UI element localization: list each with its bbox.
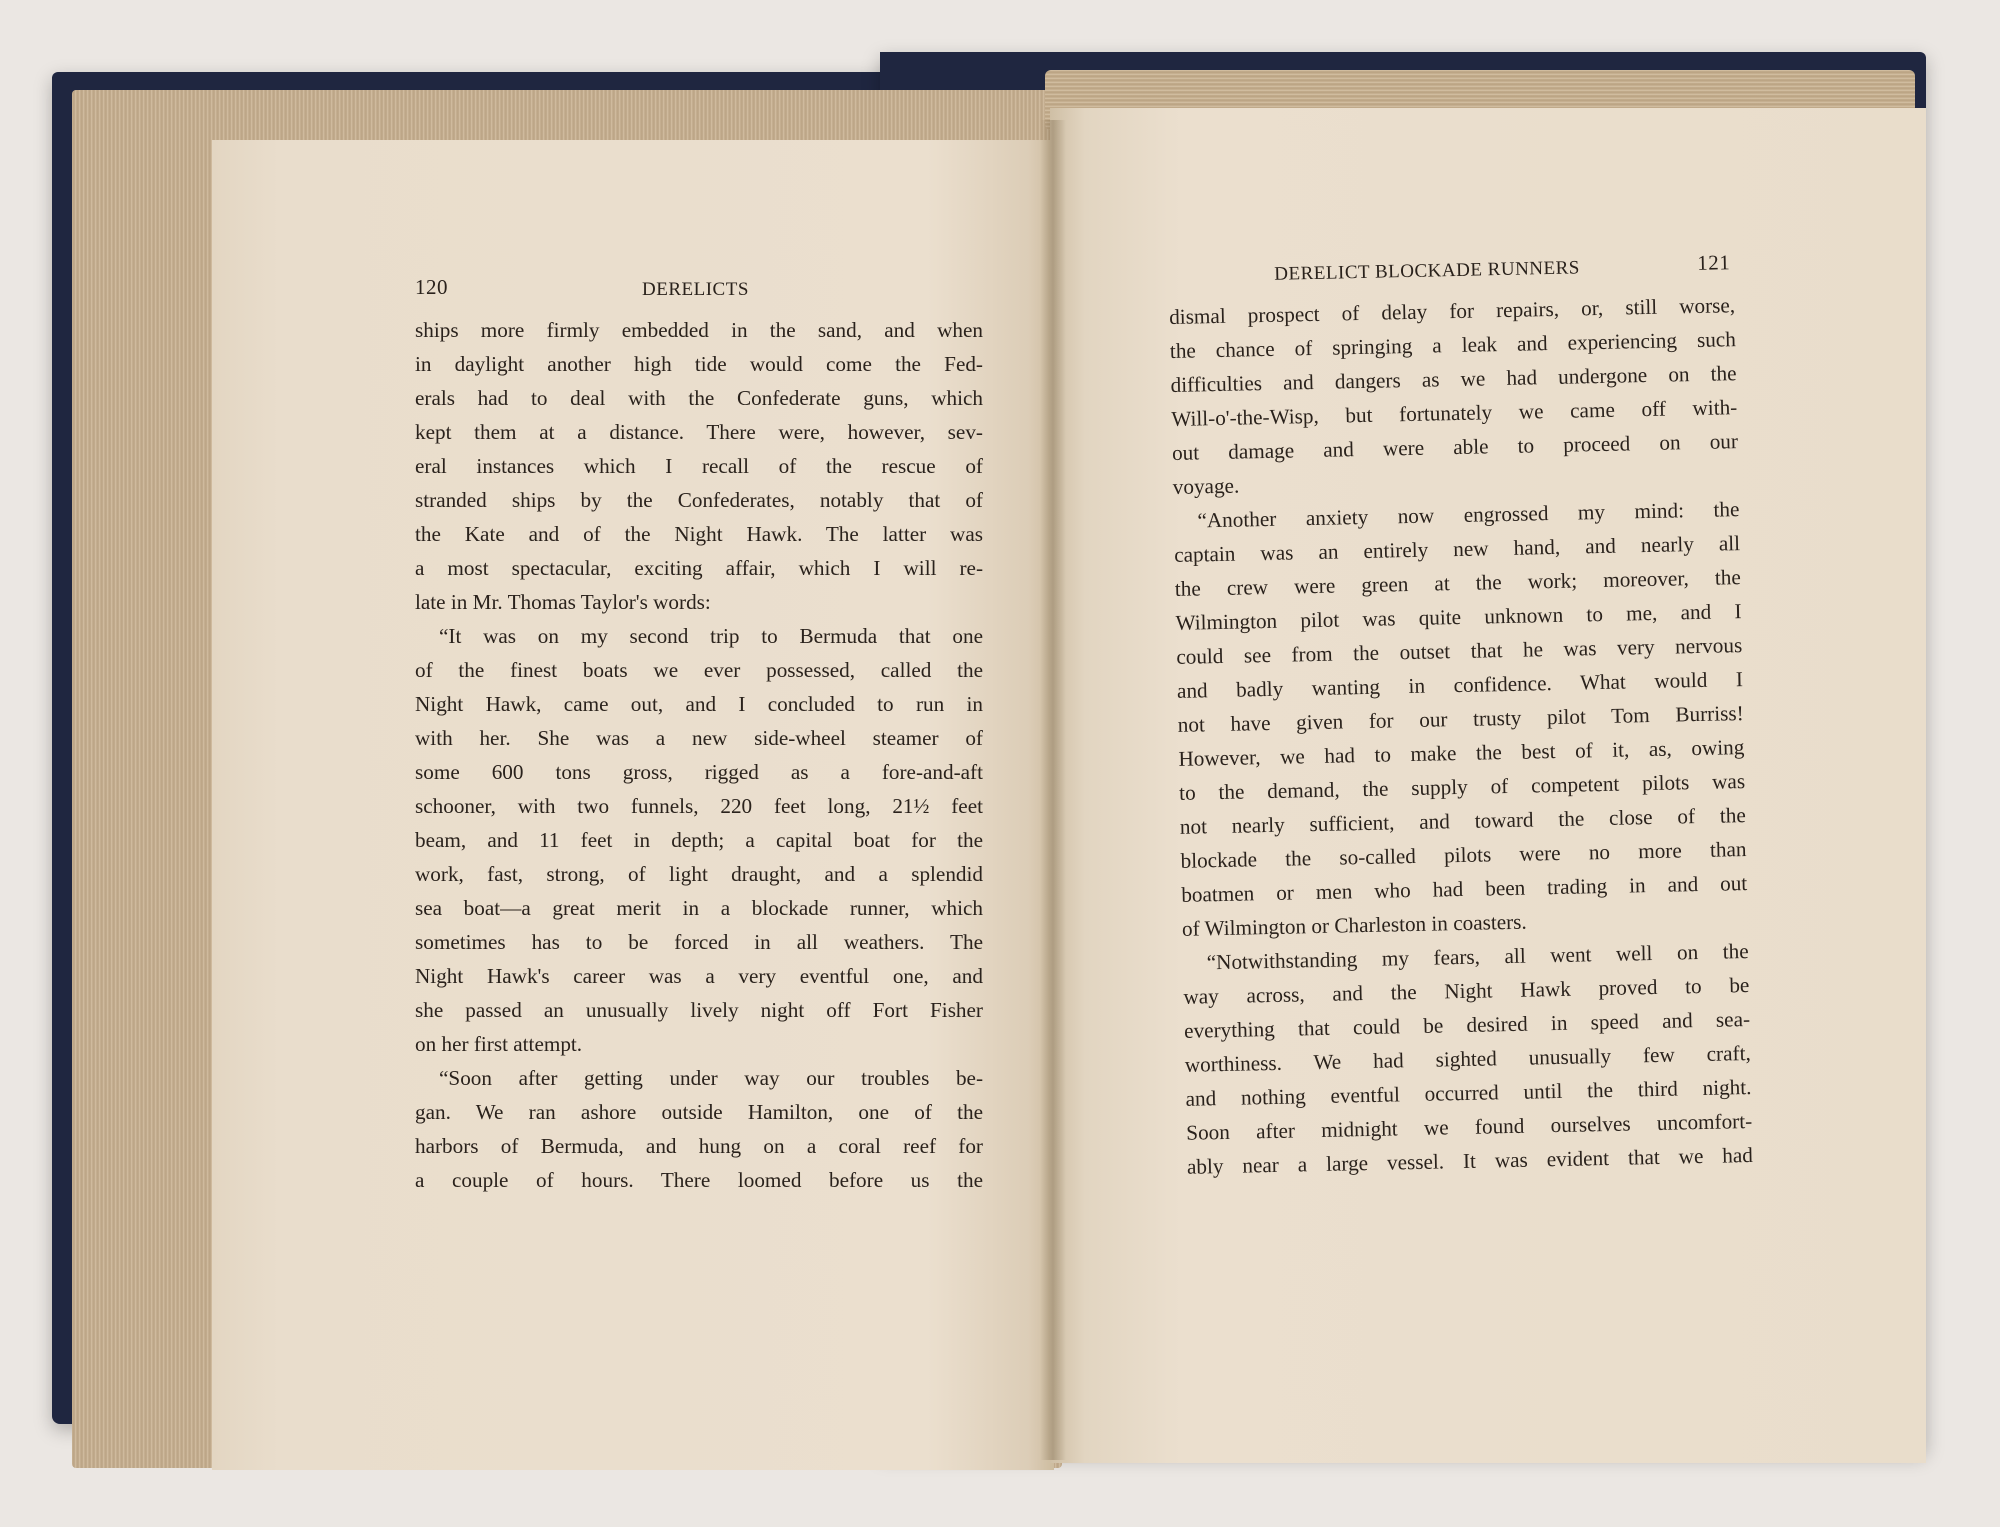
text-line: kept them at a distance. There were, however, sev- [415,420,983,444]
text-line: Night Hawk's career was a very eventful one, and [415,964,983,988]
text-line: schooner, with two funnels, 220 feet long, 21½ feet [415,794,983,818]
running-head-title: DERELICT BLOCKADE RUNNERS [1274,257,1581,285]
text-line: eral instances which I recall of the rescue of [415,454,983,478]
text-line: and badly wanting in confidence. What would I [1176,667,1744,703]
text-line: some 600 tons gross, rigged as a fore-and-aft [415,760,983,784]
text-line: Will-o'-the-Wisp, but fortunately we came off with- [1171,395,1738,431]
text-line: dismal prospect of delay for repairs, or, still worse, [1168,293,1736,329]
text-line: harbors of Bermuda, and hung on a coral reef for [415,1134,983,1158]
right-page [1050,108,1926,1463]
text-line: sea boat—a great merit in a blockade runner, which [415,896,983,920]
text-line: sometimes has to be forced in all weathers. The [415,930,983,954]
text-line: However, we had to make the best of it, as, owing [1178,735,1745,771]
text-line: could see from the outset that he was very nervous [1176,633,1743,669]
text-line: the chance of springing a leak and experiencing such [1169,327,1737,363]
text-line: ships more firmly embedded in the sand, and when [415,318,983,342]
text-line: everything that could be desired in speed and sea- [1183,1006,1751,1043]
text-line: a most spectacular, exciting affair, which I will re- [415,556,983,580]
text-line: “Another anxiety now engrossed my mind: the [1197,497,1740,533]
text-line: erals had to deal with the Confederate guns, which [415,386,983,410]
text-line: voyage. [1172,473,1240,499]
text-line: worthiness. We had sighted unusually few craft, [1184,1040,1751,1077]
text-line: the Kate and of the Night Hawk. The latter was [415,522,983,546]
left-body-text [415,313,983,1197]
text-line: “Soon after getting under way our troubles be- [439,1066,983,1090]
text-line: and nothing eventful occurred until the third night. [1185,1074,1752,1111]
text-line: work, fast, strong, of light draught, and a splendid [415,862,983,886]
page-number: 120 [415,275,448,299]
text-line: on her first attempt. [415,1032,583,1056]
text-line: to the demand, the supply of competent pilots was [1178,769,1746,805]
page-number: 121 [1696,250,1731,275]
text-line: not nearly sufficient, and toward the close of the [1179,803,1747,839]
text-line: beam, and 11 feet in depth; a capital boat for the [415,828,983,852]
text-line: a couple of hours. There loomed before us the [415,1168,983,1192]
text-line: boatmen or men who had been trading in and out [1181,871,1748,907]
right-body-text [1169,288,1753,1184]
text-line: “It was on my second trip to Bermuda that one [439,624,983,648]
right-page-content [1168,248,1753,1184]
text-line: with her. She was a new side-wheel steamer of [415,726,983,750]
text-line: gan. We ran ashore outside Hamilton, one of the [415,1100,983,1124]
text-line: she passed an unusually lively night off Fort Fisher [415,998,983,1022]
text-line: “Notwithstanding my fears, all went well on the [1206,938,1749,975]
text-line: captain was an entirely new hand, and nearly all [1173,531,1741,567]
text-line: of Wilmington or Charleston in coasters. [1181,909,1527,941]
text-line: Night Hawk, came out, and I concluded to run in [415,692,983,716]
text-line: stranded ships by the Confederates, notably that of [415,488,983,512]
text-line: difficulties and dangers as we had undergone on the [1170,361,1737,397]
text-line: the crew were green at the work; moreover, the [1174,565,1742,601]
text-line: not have given for our trusty pilot Tom Burriss! [1177,701,1744,737]
text-line: in daylight another high tide would come the Fed- [415,352,983,376]
text-line: Soon after midnight we found ourselves uncomfort- [1186,1108,1753,1145]
text-line: of the finest boats we ever possessed, called the [415,658,983,682]
text-line: late in Mr. Thomas Taylor's words: [415,590,711,614]
text-line: out damage and were able to proceed on our [1171,429,1739,465]
text-line: Wilmington pilot was quite unknown to me, and I [1175,599,1742,635]
text-line: ably near a large vessel. It was evident that we had [1186,1142,1754,1179]
left-running-head [415,273,983,313]
running-head-title: DERELICTS [642,279,749,300]
book-gutter [1040,120,1066,1460]
left-page-content [415,273,983,1197]
text-line: way across, and the Night Hawk proved to be [1183,972,1750,1009]
text-line: blockade the so-called pilots were no more than [1180,837,1747,873]
left-page [212,140,1054,1470]
